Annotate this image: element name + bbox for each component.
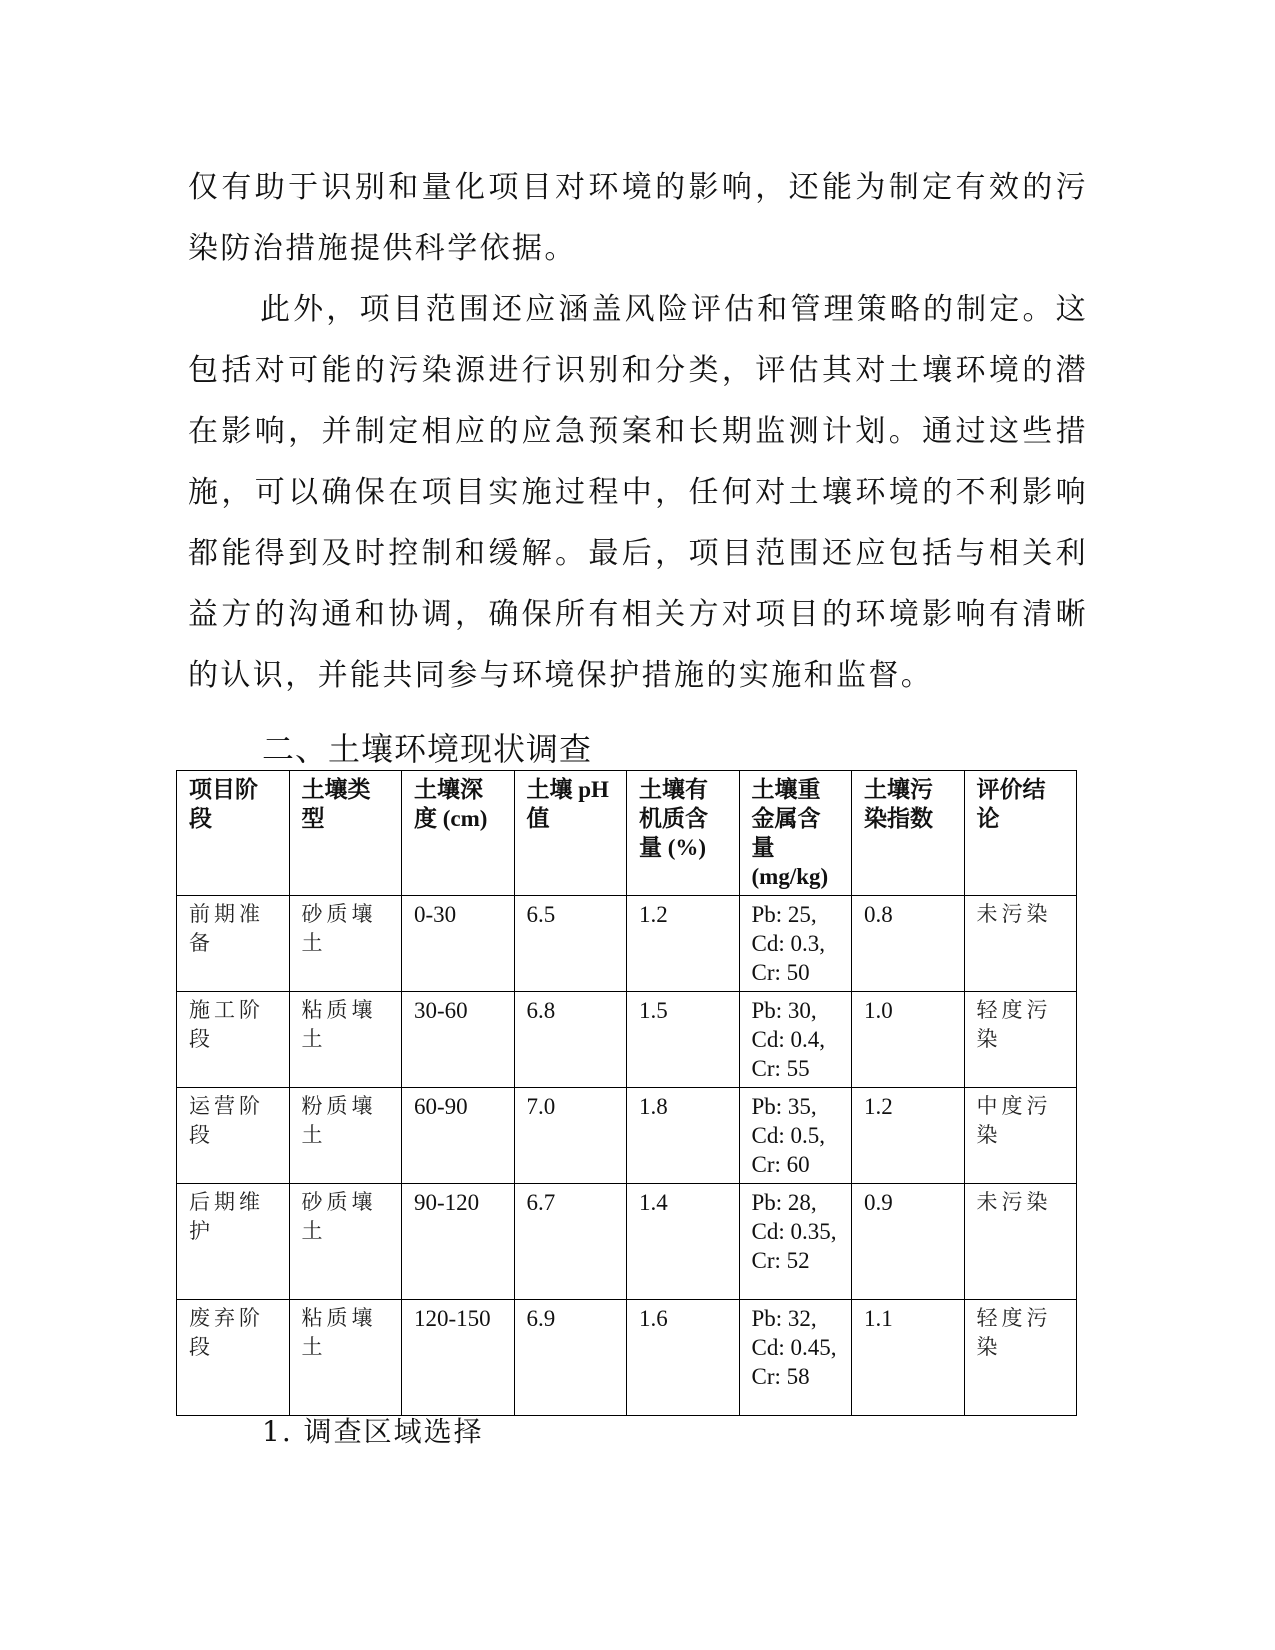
table-cell: 未污染	[964, 1184, 1077, 1300]
table-cell: 7.0	[514, 1088, 627, 1184]
table-row	[177, 1088, 1077, 1184]
table-cell: 6.5	[514, 896, 627, 992]
table-cell: 90-120	[402, 1184, 515, 1300]
table-cell: 6.8	[514, 992, 627, 1088]
column-header: 土壤深度 (cm)	[402, 771, 515, 896]
table-cell: 0.9	[852, 1184, 965, 1300]
table-cell: 施工阶段	[177, 992, 290, 1088]
table-row	[177, 896, 1077, 992]
table-row	[177, 1300, 1077, 1416]
table-cell: 运营阶段	[177, 1088, 290, 1184]
table-cell: 废弃阶段	[177, 1300, 290, 1416]
table-cell: 粉质壤土	[289, 1088, 402, 1184]
table-cell: 后期维护	[177, 1184, 290, 1300]
table-cell: 6.7	[514, 1184, 627, 1300]
table-cell: 1.2	[852, 1088, 965, 1184]
table-cell: 1.1	[852, 1300, 965, 1416]
table-cell: 1.0	[852, 992, 965, 1088]
table-cell: 60-90	[402, 1088, 515, 1184]
column-header: 项目阶段	[177, 771, 290, 896]
table-row	[177, 1184, 1077, 1300]
column-header: 土壤污染指数	[852, 771, 965, 896]
table-cell: 0.8	[852, 896, 965, 992]
table-cell: 轻度污染	[964, 992, 1077, 1088]
column-header: 土壤重金属含量 (mg/kg)	[739, 771, 852, 896]
table-cell: 1.4	[627, 1184, 740, 1300]
table-cell: 120-150	[402, 1300, 515, 1416]
table-cell: Pb: 28, Cd: 0.35, Cr: 52	[739, 1184, 852, 1300]
table-cell: 轻度污染	[964, 1300, 1077, 1416]
table-cell: 0-30	[402, 896, 515, 992]
table-cell: 6.9	[514, 1300, 627, 1416]
table-cell: 粘质壤土	[289, 1300, 402, 1416]
table-cell: 30-60	[402, 992, 515, 1088]
table-cell: 1.5	[627, 992, 740, 1088]
table-cell: 粘质壤土	[289, 992, 402, 1088]
table-cell: 砂质壤土	[289, 1184, 402, 1300]
column-header: 土壤 pH 值	[514, 771, 627, 896]
table-cell: Pb: 35, Cd: 0.5, Cr: 60	[739, 1088, 852, 1184]
section-heading: 二、土壤环境现状调查	[262, 730, 593, 768]
table-cell: 前期准备	[177, 896, 290, 992]
soil-survey-table	[176, 770, 1077, 1416]
table-cell: 1.2	[627, 896, 740, 992]
table-cell: Pb: 25, Cd: 0.3, Cr: 50	[739, 896, 852, 992]
body-paragraph: 此外，项目范围还应涵盖风险评估和管理策略的制定。这包括对可能的污染源进行识别和分类，评估其对土壤环境的潜在影响，并制定相应的应急预案和长期监测计划。通过这些措施，可以确保在项目实施过程中，任何对土壤环境的不利影响都能得到及时控制和缓解。最后，项目范围还应包括与相关利益方的沟通和协调，确保所有相关方对项目的环境影响有清晰的认识，并能共同参与环境保护措施的实施和监督。	[188, 292, 1088, 693]
table-cell: 砂质壤土	[289, 896, 402, 992]
table-cell: 1.6	[627, 1300, 740, 1416]
table-cell: Pb: 32, Cd: 0.45, Cr: 58	[739, 1300, 852, 1416]
body-paragraph: 仅有助于识别和量化项目对环境的影响，还能为制定有效的污染防治措施提供科学依据。	[188, 170, 1088, 266]
column-header: 评价结论	[964, 771, 1077, 896]
table-cell: Pb: 30, Cd: 0.4, Cr: 55	[739, 992, 852, 1088]
column-header: 土壤有机质含量 (%)	[627, 771, 740, 896]
table-cell: 中度污染	[964, 1088, 1077, 1184]
table-header-row	[177, 771, 1077, 896]
table-cell: 1.8	[627, 1088, 740, 1184]
column-header: 土壤类型	[289, 771, 402, 896]
subsection-heading: 1. 调查区域选择	[262, 1415, 484, 1448]
table-cell: 未污染	[964, 896, 1077, 992]
table-row	[177, 992, 1077, 1088]
